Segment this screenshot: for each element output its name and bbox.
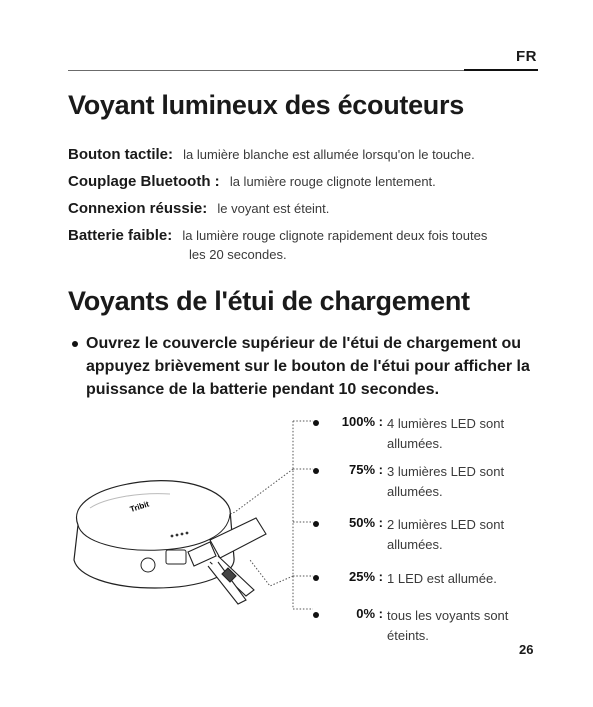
- brand-logo: Tribit: [128, 499, 151, 515]
- info-row-touch: [68, 146, 475, 163]
- term-description: la lumière rouge clignote lentement.: [229, 174, 436, 189]
- level-description: [387, 515, 527, 555]
- term-label: Connexion réussie:: [68, 200, 208, 217]
- level-line: 4 lumières LED sont: [387, 416, 505, 431]
- level-description: [387, 569, 527, 589]
- case-button-icon: [141, 558, 155, 572]
- header-rule-accent: [464, 69, 538, 71]
- info-row-pairing: [68, 173, 436, 190]
- section-title-case: Voyants de l'étui de chargement: [68, 286, 470, 316]
- level-description: [387, 606, 527, 646]
- level-line: allumées.: [387, 484, 443, 499]
- level-line: allumées.: [387, 537, 443, 552]
- term-description: la lumière blanche est allumée lorsqu'on le touche.: [183, 147, 475, 162]
- level-line: éteints.: [387, 628, 429, 643]
- term-description-continued: les 20 secondes.: [189, 247, 287, 262]
- level-line: tous les voyants sont: [387, 608, 509, 623]
- info-row-low-battery: [68, 227, 487, 244]
- term-label: Batterie faible:: [68, 227, 173, 244]
- instruction-text: Ouvrez le couvercle supérieur de l'étui de chargement ou appuyez brièvement sur le bouton de l'étui pour afficher la puissance de la batterie pendant 10 secondes.: [86, 335, 530, 398]
- level-line: 1 LED est allumée.: [387, 571, 497, 586]
- term-description: la lumière rouge clignote rapidement deux fois toutes: [182, 228, 488, 243]
- charging-case-illustration: [60, 410, 320, 625]
- level-percent: 25% :: [349, 569, 383, 584]
- bullet-icon: [72, 341, 78, 347]
- term-label: Couplage Bluetooth :: [68, 173, 220, 190]
- level-description: [387, 414, 527, 454]
- level-description: [387, 462, 527, 502]
- header-rule: [68, 70, 464, 71]
- term-label: Bouton tactile:: [68, 146, 173, 163]
- term-description: le voyant est éteint.: [217, 201, 330, 216]
- level-line: allumées.: [387, 436, 443, 451]
- info-row-connected: [68, 200, 329, 217]
- level-line: 3 lumières LED sont: [387, 464, 505, 479]
- page-number: 26: [519, 642, 534, 657]
- section-title-earbuds: Voyant lumineux des écouteurs: [68, 90, 464, 120]
- level-percent: 0% :: [356, 606, 383, 621]
- level-percent: 50% :: [349, 515, 383, 530]
- usb-port: [166, 550, 186, 564]
- level-percent: 100% :: [341, 414, 383, 429]
- language-code: FR: [516, 48, 537, 65]
- charging-case: [74, 481, 234, 588]
- level-line: 2 lumières LED sont: [387, 517, 505, 532]
- level-percent: 75% :: [349, 462, 383, 477]
